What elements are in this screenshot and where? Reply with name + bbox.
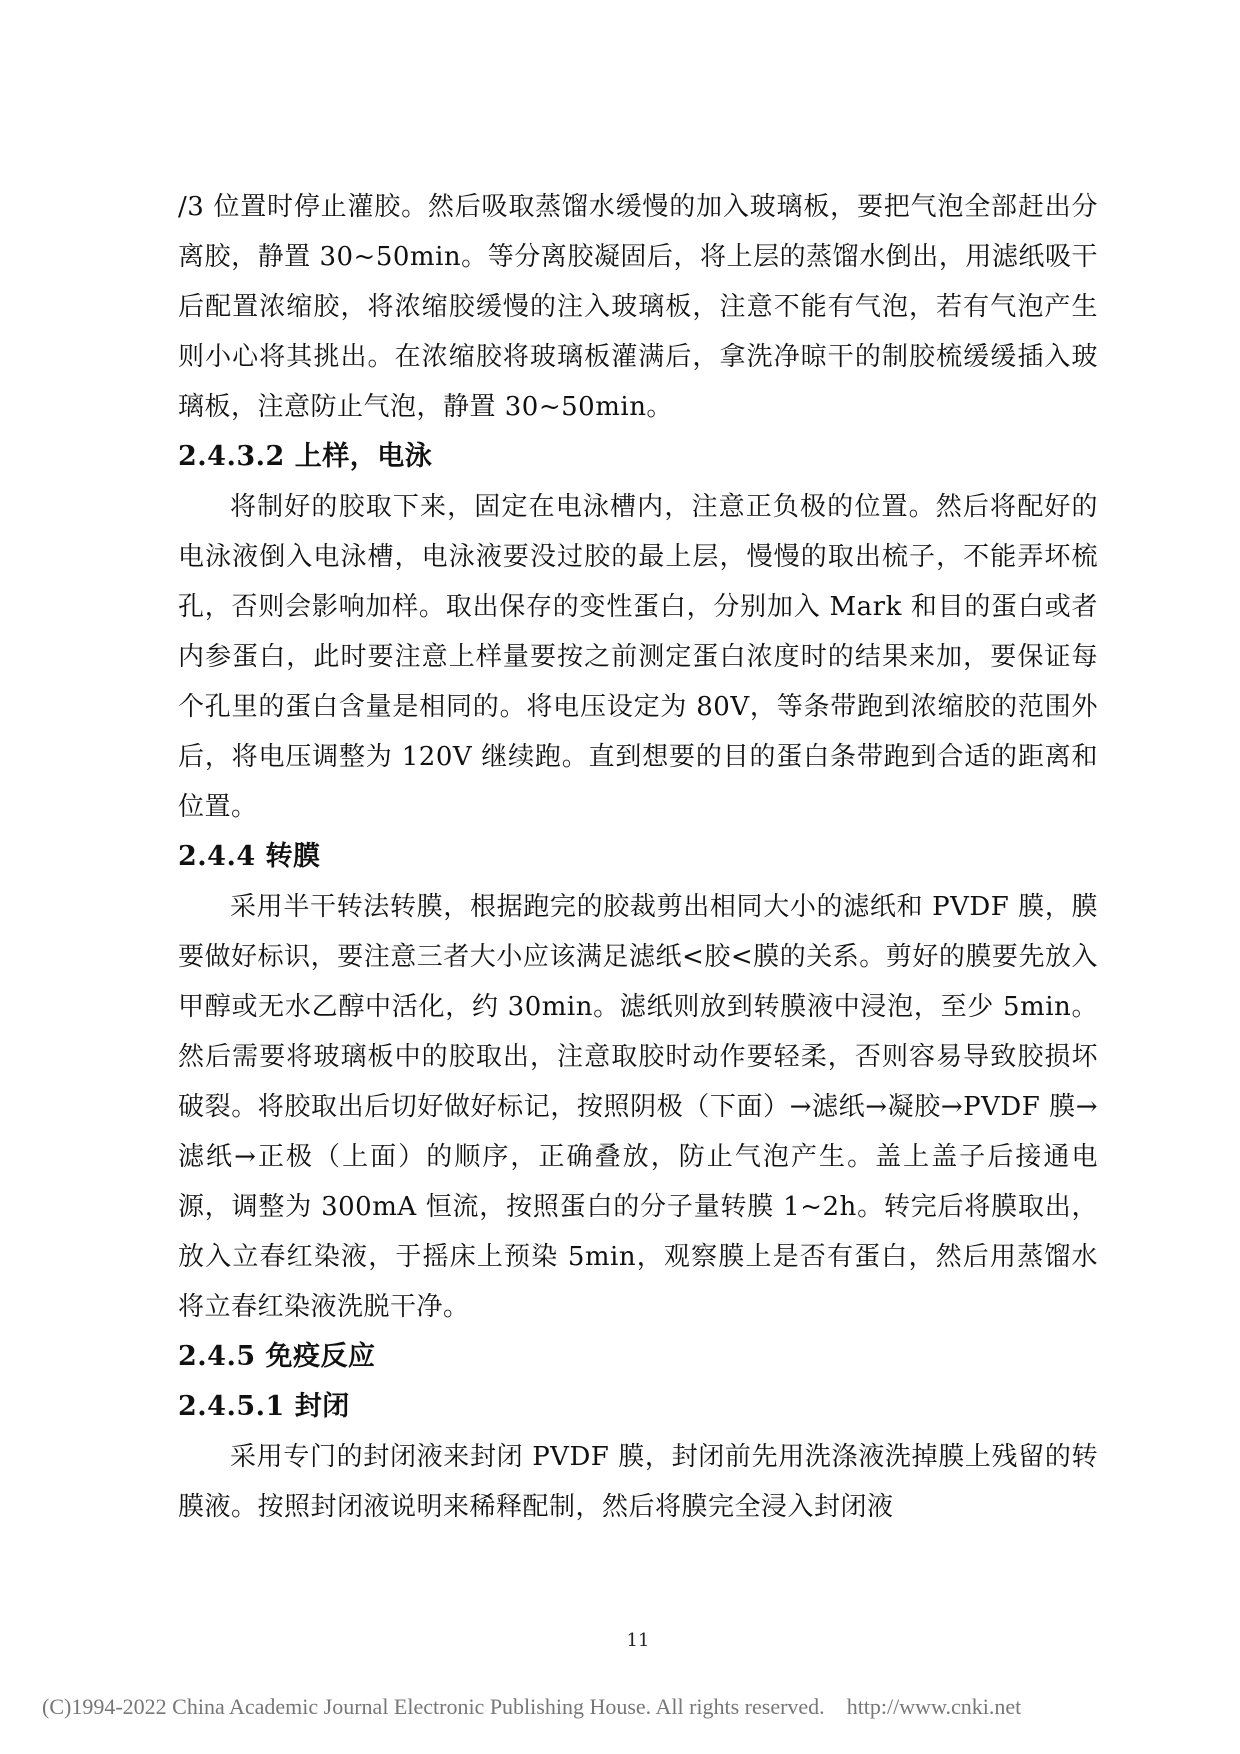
paragraph-membrane-transfer: 采用半干转法转膜，根据跑完的胶裁剪出相同大小的滤纸和 PVDF 膜，膜要做好标识，要注意三者大小应该满足滤纸<胶<膜的关系。剪好的膜要先放入甲醇或无水乙醇中活化，约 30min。滤纸则放到转膜液中浸泡，至少 5min。然后需要将玻璃板中的胶取出，注意取胶时动作要轻柔，否则容易导致胶损坏破裂。将胶取出后切好做好标记，按照阴极（下面）→滤纸→凝胶→PVDF 膜→滤纸→正极（上面）的顺序，正确叠放，防止气泡产生。盖上盖子后接通电源，调整为 300mA 恒流，按照蛋白的分子量转膜 1~2h。转完后将膜取出，放入立春红染液，于摇床上预染 5min，观察膜上是否有蛋白，然后用蒸馏水将立春红染液洗脱干净。 bbox=[178, 892, 1098, 1322]
cnki-url: http://www.cnki.net bbox=[846, 1694, 1022, 1719]
copyright-footer bbox=[42, 1694, 1021, 1720]
heading-2-4-3-2: 2.4.3.2 上样，电泳 bbox=[178, 441, 433, 472]
paragraph-loading-electrophoresis: 将制好的胶取下来，固定在电泳槽内，注意正负极的位置。然后将配好的电泳液倒入电泳槽，电泳液要没过胶的最上层，慢慢的取出梳子，不能弄坏梳孔，否则会影响加样。取出保存的变性蛋白，分别加入 Mark 和目的蛋白或者内参蛋白，此时要注意上样量要按之前测定蛋白浓度时的结果来加，要保证每个孔里的蛋白含量是相同的。将电压设定为 80V，等条带跑到浓缩胶的范围外后，将电压调整为 120V 继续跑。直到想要的目的蛋白条带跑到合适的距离和位置。 bbox=[178, 492, 1098, 822]
heading-2-4-5: 2.4.5 免疫反应 bbox=[178, 1341, 376, 1372]
heading-2-4-4: 2.4.4 转膜 bbox=[178, 841, 321, 872]
paragraph-gel-casting: /3 位置时停止灌胶。然后吸取蒸馏水缓慢的加入玻璃板，要把气泡全部赶出分离胶，静置 30~50min。等分离胶凝固后，将上层的蒸馏水倒出，用滤纸吸干后配置浓缩胶，将浓缩胶缓慢的注入玻璃板，注意不能有气泡，若有气泡产生则小心将其挑出。在浓缩胶将玻璃板灌满后，拿洗净晾干的制胶梳缓缓插入玻璃板，注意防止气泡，静置 30~50min。 bbox=[178, 192, 1098, 422]
page-number: 11 bbox=[626, 1630, 650, 1651]
copyright-text: (C)1994-2022 China Academic Journal Electronic Publishing House. All rights reserved. bbox=[42, 1694, 825, 1719]
paragraph-blocking: 采用专门的封闭液来封闭 PVDF 膜，封闭前先用洗涤液洗掉膜上残留的转膜液。按照封闭液说明来稀释配制，然后将膜完全浸入封闭液 bbox=[178, 1442, 1098, 1522]
heading-2-4-5-1: 2.4.5.1 封闭 bbox=[178, 1391, 350, 1422]
document-body bbox=[178, 182, 1098, 1532]
